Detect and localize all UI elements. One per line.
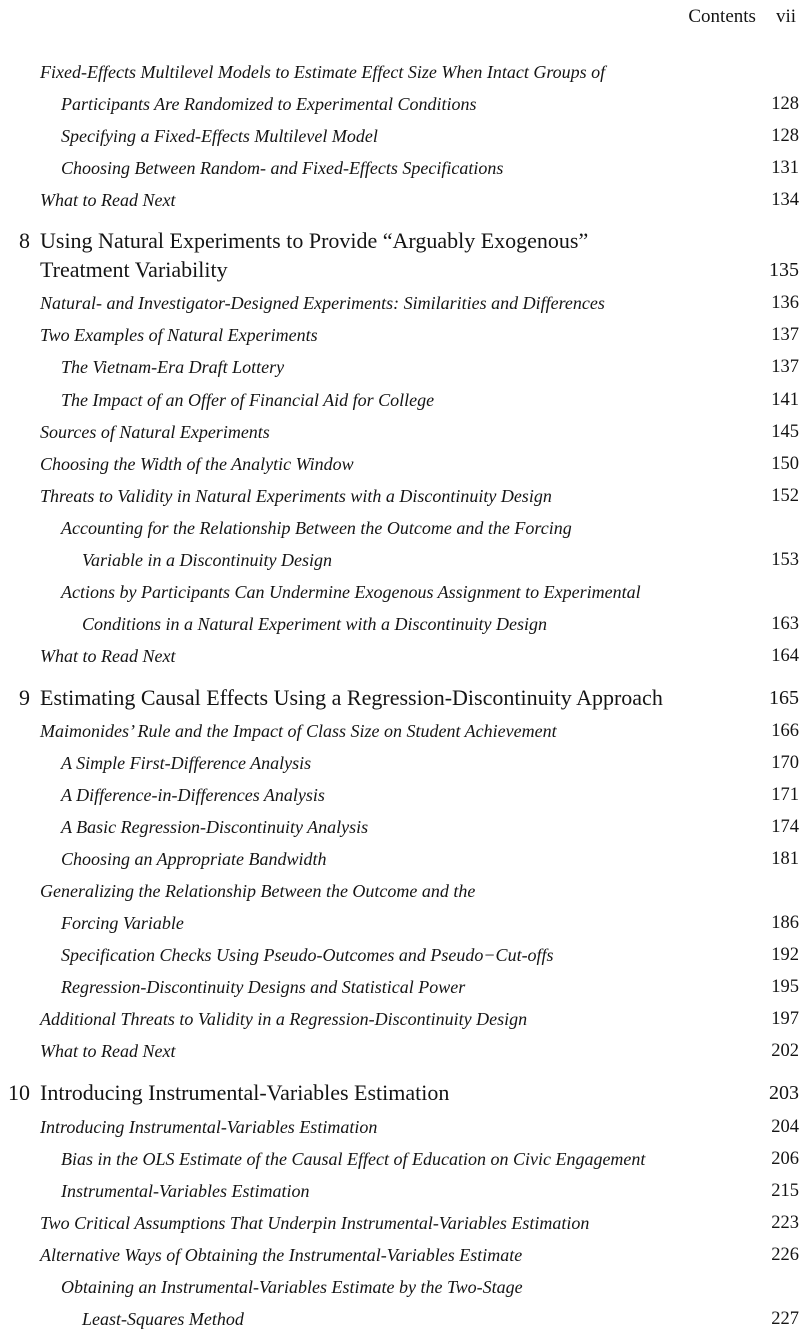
toc-entry-section — [0, 1004, 806, 1034]
chapter-number: 8 — [19, 228, 30, 253]
toc-entry-page: 131 — [771, 158, 799, 178]
toc-entry-title: Fixed-Effects Multilevel Models to Estimate Effect Size When Intact Groups of — [40, 62, 606, 82]
toc-entry-section — [0, 185, 806, 215]
toc-entry-title: Natural- and Investigator-Designed Experiments: Similarities and Differences — [40, 293, 605, 313]
toc-entry-subsection — [0, 513, 806, 543]
toc-entry-title: Least-Squares Method — [82, 1309, 244, 1329]
toc-entry-title: What to Read Next — [40, 1041, 176, 1061]
toc-entry-page: 128 — [771, 94, 799, 114]
toc-entry-subsection — [0, 545, 806, 575]
toc-entry-title: Accounting for the Relationship Between the Outcome and the Forcing — [61, 518, 572, 538]
toc-entry-title: Generalizing the Relationship Between the Outcome and the — [40, 881, 476, 901]
toc-entry-page: 134 — [771, 190, 799, 210]
toc-entry-page: 164 — [771, 646, 799, 666]
toc-entry-subsection — [0, 609, 806, 639]
running-header — [688, 6, 796, 28]
toc-entry-title: What to Read Next — [40, 190, 176, 210]
toc-entry-page: 170 — [771, 753, 799, 773]
toc-entry-page: 223 — [771, 1213, 799, 1233]
toc-entry-title: The Impact of an Offer of Financial Aid for College — [61, 390, 435, 410]
toc-entry-subsection — [0, 385, 806, 415]
toc-entry-page: 136 — [771, 293, 799, 313]
toc-entry-title: Two Examples of Natural Experiments — [40, 325, 318, 345]
toc-entry-title: Additional Threats to Validity in a Regression-Discontinuity Design — [40, 1009, 528, 1029]
toc-entry-page: 227 — [771, 1309, 799, 1329]
toc-entry-page: 174 — [771, 817, 799, 837]
toc-entry-page: 192 — [771, 945, 799, 965]
toc-chapter — [0, 255, 806, 285]
toc-entry-section — [0, 417, 806, 447]
toc-entry-subsection — [0, 121, 806, 151]
toc-entry-subsection — [0, 153, 806, 183]
toc-entry-title: Alternative Ways of Obtaining the Instrumental-Variables Estimate — [40, 1245, 523, 1265]
toc-entry-page: 137 — [771, 357, 799, 377]
toc-entry-subsection — [0, 1304, 806, 1334]
toc-entry-subsection — [0, 844, 806, 874]
toc-entry-page: 195 — [771, 977, 799, 997]
chapter-page: 203 — [769, 1082, 799, 1104]
toc-entry-page: 128 — [771, 126, 799, 146]
toc-entry-title: Forcing Variable — [61, 913, 184, 933]
toc-entry-subsection — [0, 1272, 806, 1302]
toc-entry-subsection — [0, 352, 806, 382]
toc-entry-title: Participants Are Randomized to Experimental Conditions — [61, 94, 477, 114]
toc-chapter — [0, 226, 806, 256]
chapter-number: 10 — [8, 1080, 30, 1105]
toc-entry-title: The Vietnam-Era Draft Lottery — [61, 357, 285, 377]
toc-entry-page: 215 — [771, 1181, 799, 1201]
toc-entry-section — [0, 320, 806, 350]
toc-chapter — [0, 1078, 806, 1108]
toc-entry-page: 145 — [771, 422, 799, 442]
toc-entry-page: 141 — [771, 390, 799, 410]
toc-entry-page: 166 — [771, 721, 799, 741]
toc-entry-section — [0, 1208, 806, 1238]
toc-entry-title: Variable in a Discontinuity Design — [82, 550, 332, 570]
header-page-number: vii — [775, 6, 796, 27]
toc-entry-section — [0, 288, 806, 318]
toc-entry-page: 186 — [771, 913, 799, 933]
toc-entry-title: A Basic Regression-Discontinuity Analysis — [61, 817, 369, 837]
toc-entry-title: Threats to Validity in Natural Experiments with a Discontinuity Design — [40, 486, 552, 506]
toc-entry-title: What to Read Next — [40, 646, 176, 666]
toc-entry-section — [0, 1112, 806, 1142]
toc-entry-page: 204 — [771, 1117, 799, 1137]
toc-entry-subsection — [0, 940, 806, 970]
toc-entry-page: 181 — [771, 849, 799, 869]
header-section: Contents — [688, 6, 756, 27]
toc-entry-title: Introducing Instrumental-Variables Estimation — [40, 1117, 378, 1137]
toc-entry-title: Choosing the Width of the Analytic Window — [40, 454, 354, 474]
toc-entry-page: 150 — [771, 454, 799, 474]
toc-entry-subsection — [0, 748, 806, 778]
toc-entry-title: Obtaining an Instrumental-Variables Estimate by the Two-Stage — [61, 1277, 523, 1297]
toc-entry-page: 137 — [771, 325, 799, 345]
toc-entry-title: Instrumental-Variables Estimation — [61, 1181, 310, 1201]
toc-entry-page: 197 — [771, 1009, 799, 1029]
toc-entry-title: Bias in the OLS Estimate of the Causal Effect of Education on Civic Engagement — [61, 1149, 646, 1169]
toc-entry-page: 171 — [771, 785, 799, 805]
chapter-number: 9 — [19, 685, 30, 710]
toc-entry-subsection — [0, 812, 806, 842]
chapter-title: Treatment Variability — [40, 257, 228, 282]
toc-entry-section — [0, 641, 806, 671]
toc-entry-page: 206 — [771, 1149, 799, 1169]
toc-entry-title: Actions by Participants Can Undermine Exogenous Assignment to Experimental — [61, 582, 641, 602]
toc-entry-section — [0, 1036, 806, 1066]
chapter-page: 165 — [769, 687, 799, 709]
toc-entry-title: Conditions in a Natural Experiment with a Discontinuity Design — [82, 614, 547, 634]
toc-entry-subsection — [0, 972, 806, 1002]
toc-entry-subsection — [0, 577, 806, 607]
toc-entry-page: 163 — [771, 614, 799, 634]
toc-chapter — [0, 683, 806, 713]
toc-entry-page: 226 — [771, 1245, 799, 1265]
toc-entry-title: Sources of Natural Experiments — [40, 422, 270, 442]
toc-entry-subsection — [0, 1144, 806, 1174]
chapter-title: Using Natural Experiments to Provide “Arguably Exogenous” — [40, 228, 589, 253]
toc-entry-subsection — [0, 780, 806, 810]
toc-entry-title: A Simple First-Difference Analysis — [61, 753, 312, 773]
toc-entry-section — [0, 908, 806, 938]
toc-entry-section — [0, 89, 806, 119]
toc-entry-title: A Difference-in-Differences Analysis — [61, 785, 325, 805]
toc-entry-subsection — [0, 1176, 806, 1206]
toc-entry-section — [0, 481, 806, 511]
toc-entry-section — [0, 449, 806, 479]
chapter-page: 135 — [769, 259, 799, 281]
toc-entry-page: 153 — [771, 550, 799, 570]
toc-entry-title: Choosing an Appropriate Bandwidth — [61, 849, 327, 869]
toc-entry-page: 202 — [771, 1041, 799, 1061]
toc-entry-title: Regression-Discontinuity Designs and Statistical Power — [61, 977, 466, 997]
toc-entry-section — [0, 57, 806, 87]
toc-entry-title: Specification Checks Using Pseudo-Outcomes and Pseudo−Cut-offs — [61, 945, 554, 965]
chapter-title: Estimating Causal Effects Using a Regression-Discontinuity Approach — [40, 685, 663, 710]
toc-entry-title: Two Critical Assumptions That Underpin Instrumental-Variables Estimation — [40, 1213, 590, 1233]
toc-entry-section — [0, 876, 806, 906]
toc-entry-page: 152 — [771, 486, 799, 506]
toc-entry-title: Maimonides’ Rule and the Impact of Class Size on Student Achievement — [40, 721, 557, 741]
toc-entry-title: Choosing Between Random- and Fixed-Effects Specifications — [61, 158, 504, 178]
chapter-title: Introducing Instrumental-Variables Estimation — [40, 1080, 450, 1105]
toc-entry-section — [0, 1240, 806, 1270]
toc-entry-title: Specifying a Fixed-Effects Multilevel Model — [61, 126, 378, 146]
toc-entry-section — [0, 716, 806, 746]
